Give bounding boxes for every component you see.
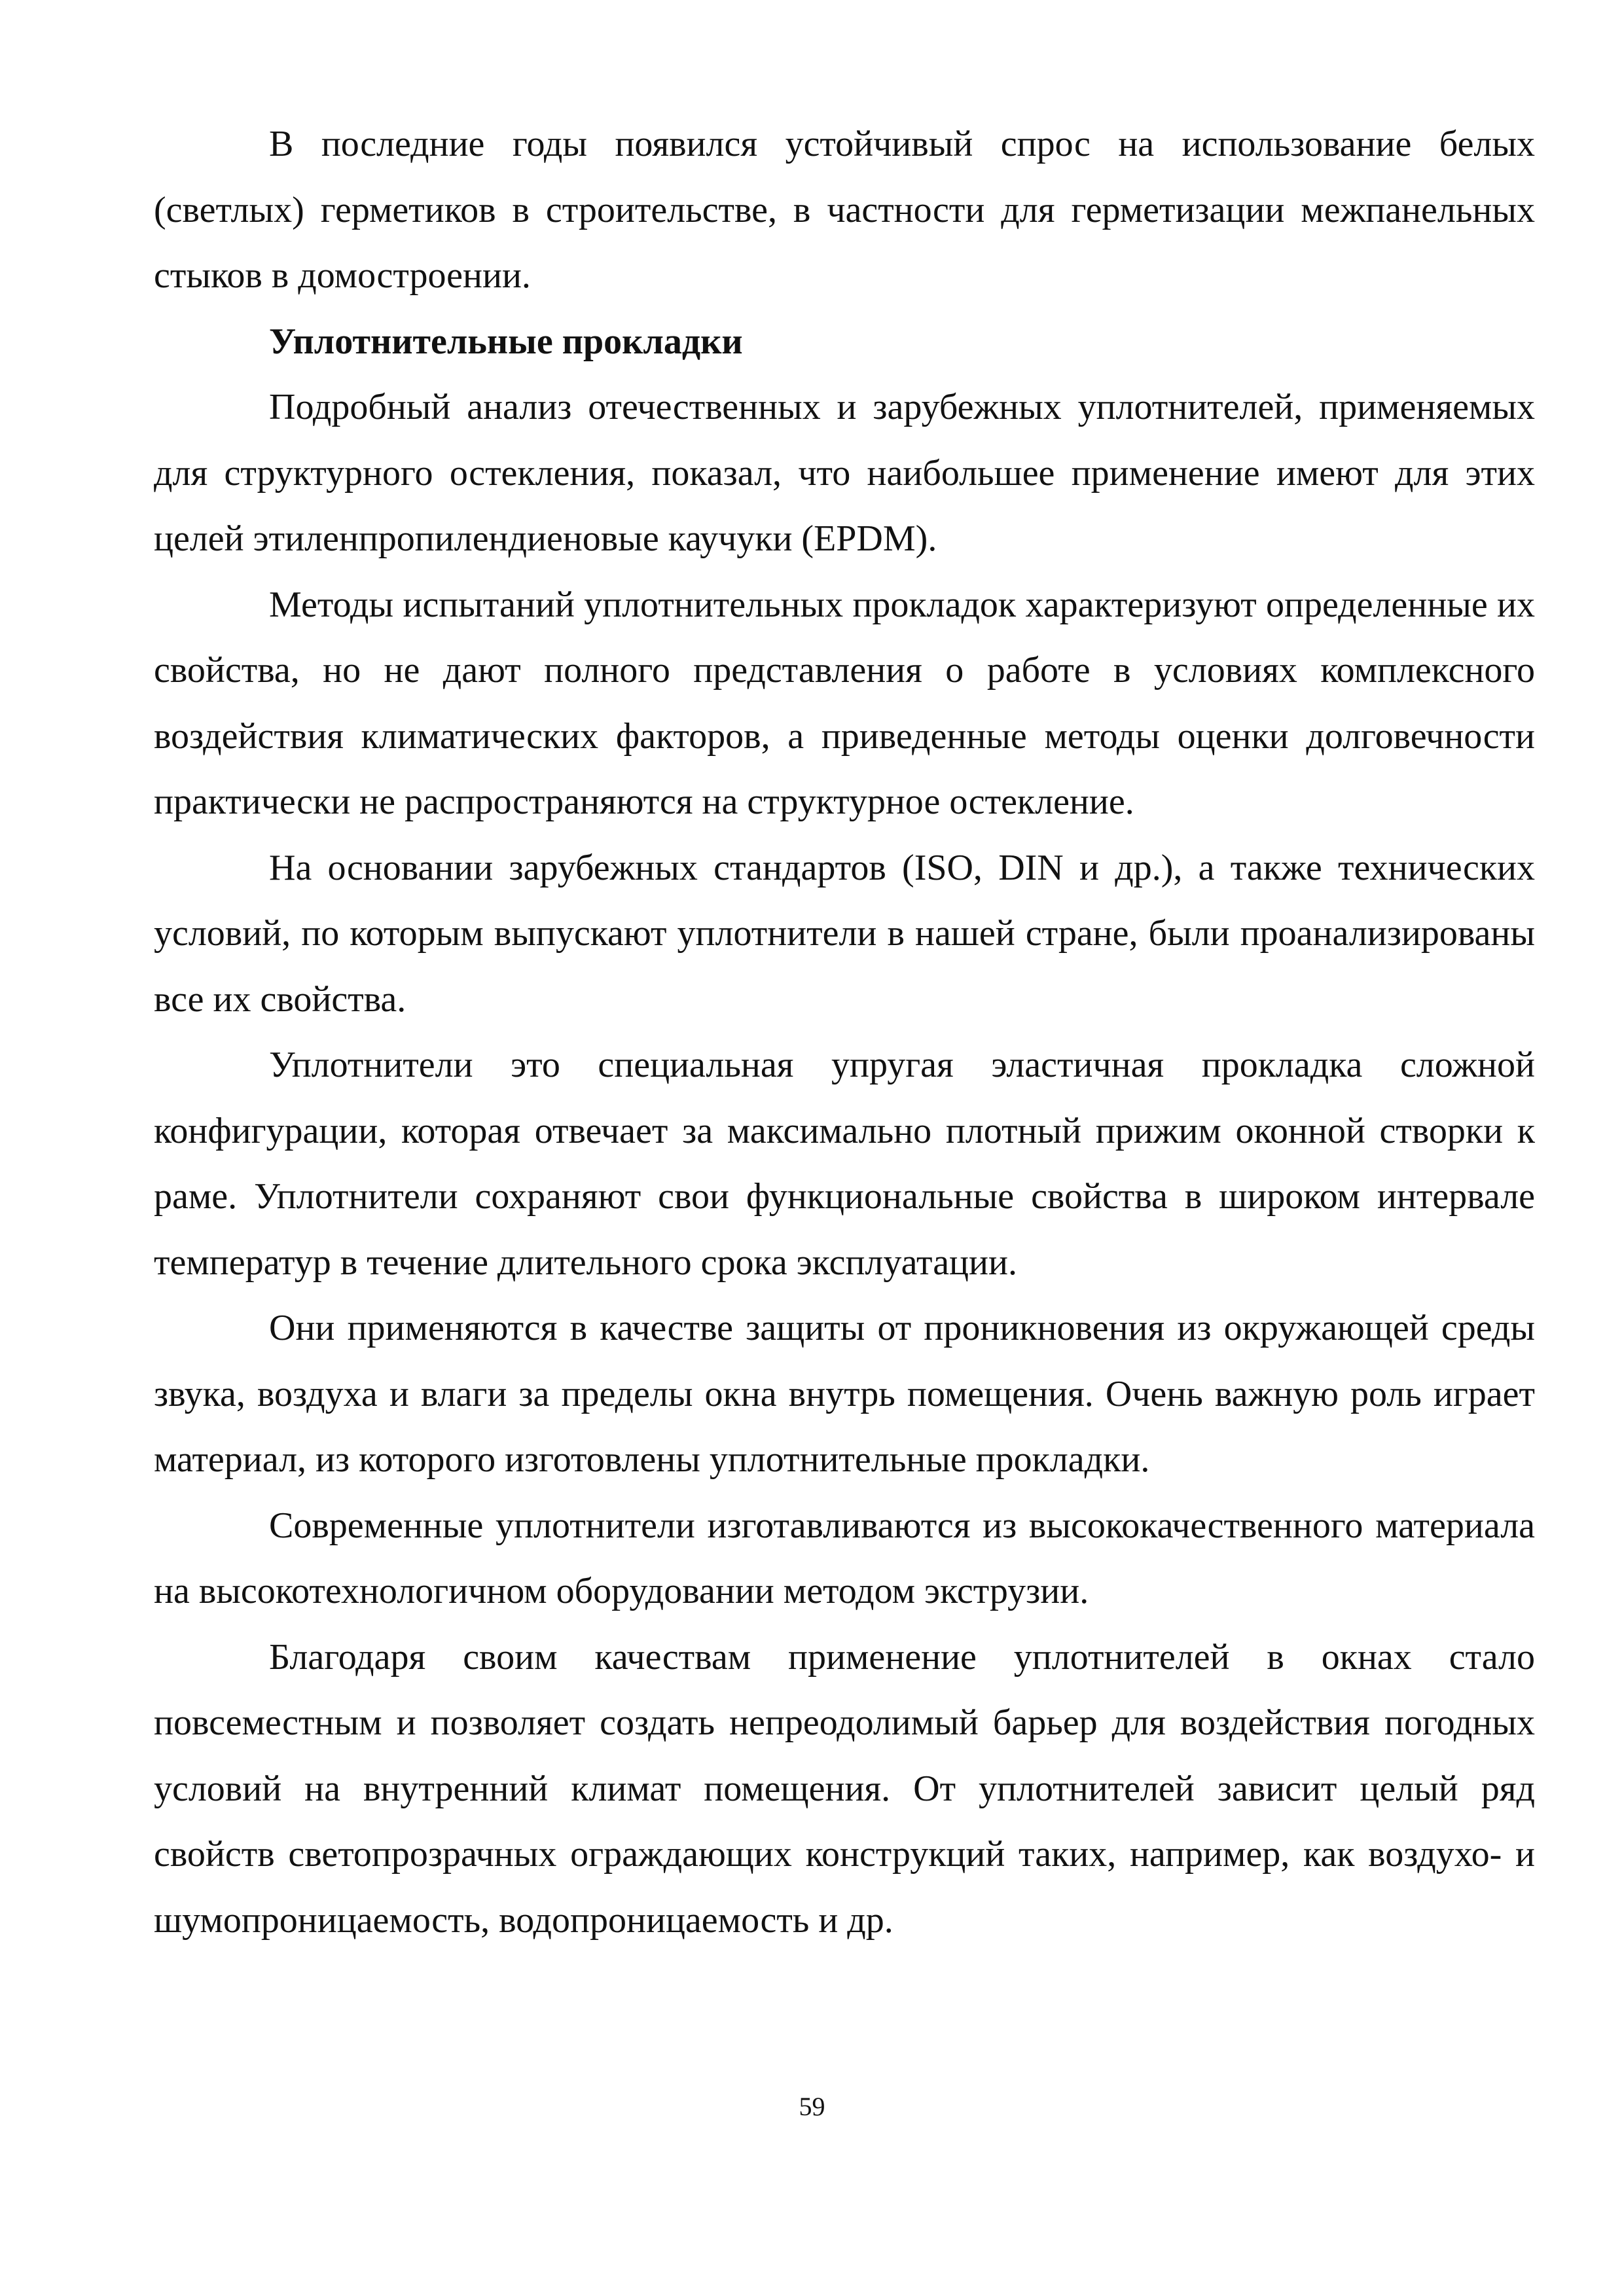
- paragraph-intro: В последние годы появился устойчивый спрос на использование белых (светлых) герметиков в строительстве, в частности для герметизации межпанельных стыков в домостроении.: [154, 124, 1535, 296]
- page-number: 59: [799, 2092, 825, 2121]
- section-heading: Уплотнительные прокладки: [269, 321, 743, 362]
- paragraph: На основании зарубежных стандартов (ISO, DIN и др.), а также технических условий, по которым выпускают уплотнители в нашей стране, были проанализированы все их свойства.: [154, 847, 1535, 1020]
- paragraph: Уплотнители это специальная упругая эластичная прокладка сложной конфигурации, которая отвечает за максимально плотный прижим оконной створки к раме. Уплотнители сохраняют свои функциональные свойства в широком интервале температур в течение длительного срока эксплуатации.: [154, 1045, 1535, 1283]
- paragraph: Они применяются в качестве защиты от проникновения из окружающей среды звука, воздуха и влаги за пределы окна внутрь помещения. Очень важную роль играет материал, из которого изготовлены уплотнительные прокладки.: [154, 1308, 1535, 1480]
- paragraph: Подробный анализ отечественных и зарубежных уплотнителей, применяемых для структурного остекления, показал, что наибольшее применение имеют для этих целей этиленпропилендиеновые каучуки (EPDM).: [154, 387, 1535, 559]
- paragraph: Благодаря своим качествам применение уплотнителей в окнах стало повсеместным и позволяет создать непреодолимый барьер для воздействия погодных условий на внутренний климат помещения. От уплотнителей зависит целый ряд свойств светопрозрачных ограждающих конструкций таких, например, как воздухо- и шумопроницаемость, водопроницаемость и др.: [154, 1636, 1535, 1941]
- paragraph: Современные уплотнители изготавливаются из высококачественного материала на высокотехнологичном оборудовании методом экструзии.: [154, 1505, 1535, 1611]
- paragraph: Методы испытаний уплотнительных прокладок характеризуют определенные их свойства, но не дают полного представления о работе в условиях комплексного воздействия климатических факторов, а приведенные методы оценки долговечности практически не распространяются на структурное остекление.: [154, 584, 1535, 822]
- document-body: [154, 111, 1535, 1953]
